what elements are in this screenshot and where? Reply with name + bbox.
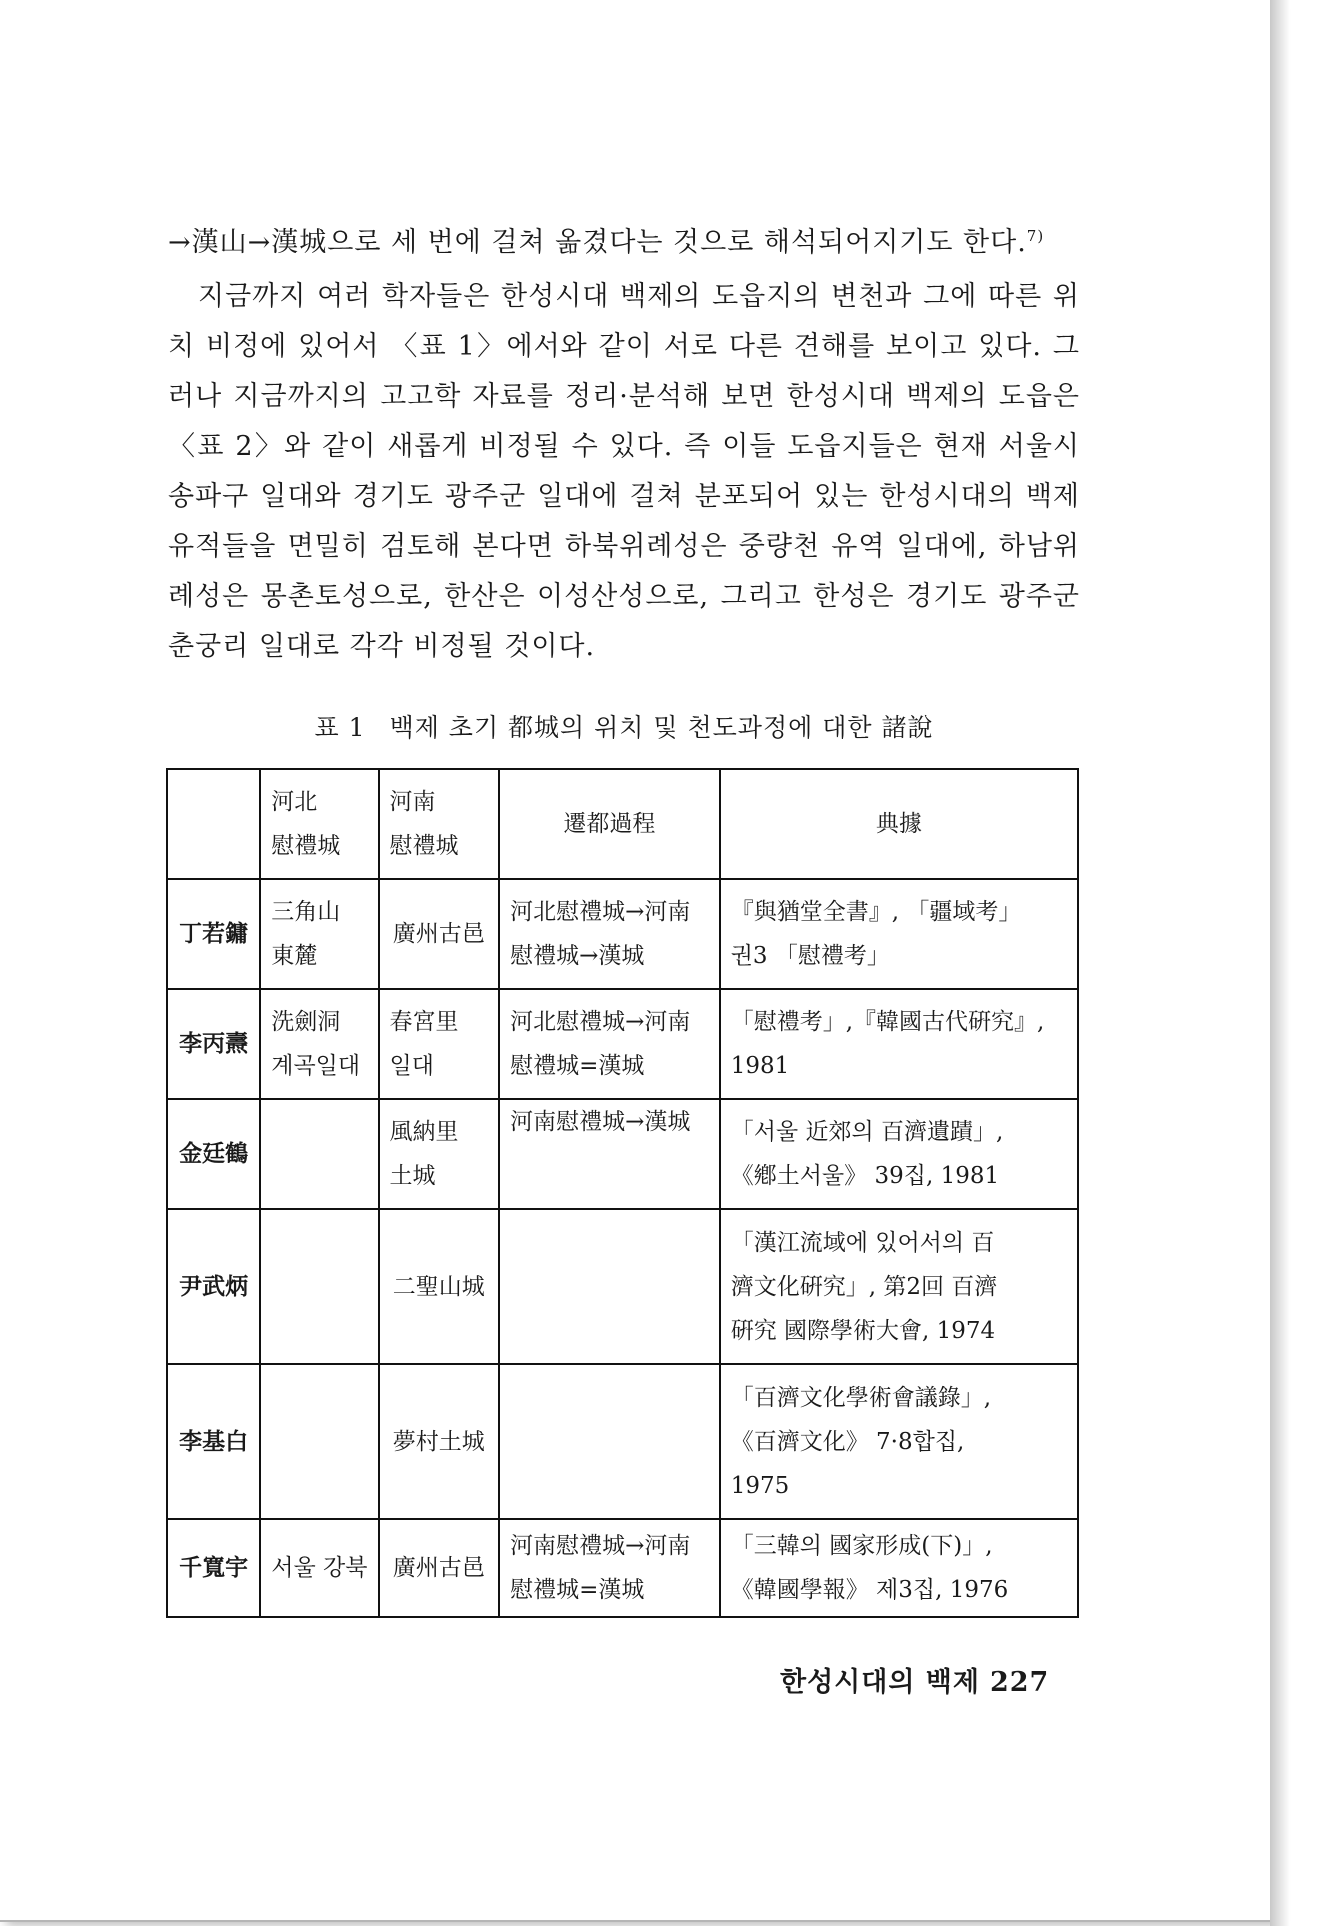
table-caption-title: 백제 초기 都城의 위치 및 천도과정에 대한 諸說	[389, 713, 934, 742]
table-row	[167, 1209, 1078, 1364]
header-cell: 河南 慰禮城	[379, 769, 500, 879]
page-edge-shadow	[1270, 0, 1290, 1926]
scholar-name-cell: 李基白	[167, 1364, 260, 1519]
table-cell: 「서울 近郊의 百濟遺蹟」, 《鄕土서울》 39집, 1981	[720, 1099, 1078, 1209]
table-row	[167, 1519, 1078, 1617]
table-cell: 風納里 土城	[379, 1099, 500, 1209]
running-title: 한성시대의 백제	[780, 1667, 980, 1698]
page-number: 227	[989, 1667, 1050, 1698]
scholar-name-cell: 金廷鶴	[167, 1099, 260, 1209]
header-cell: 遷都過程	[499, 769, 720, 879]
table-cell: 河南慰禮城→河南 慰禮城=漢城	[499, 1519, 720, 1617]
header-cell	[167, 769, 260, 879]
table-cell	[260, 1099, 378, 1209]
table-row	[167, 879, 1078, 989]
scholar-name-cell: 李丙燾	[167, 989, 260, 1099]
page-footer	[780, 1660, 1080, 1699]
body-paragraph: 지금까지 여러 학자들은 한성시대 백제의 도읍지의 변천과 그에 따른 위치 비정에 있어서 〈표 1〉에서와 같이 서로 다른 견해를 보이고 있다. 그러나 지금까지의 고고학 자료를 정리·분석해 보면 한성시대 백제의 도읍은 〈표 2〉와 같이 새롭게 비정될 수 있다. 즉 이들 도읍지들은 현재 서울시 송파구 일대와 경기도 광주군 일대에 걸쳐 분포되어 있는 한성시대의 백제 유적들을 면밀히 검토해 본다면 하북위례성은 중량천 유역 일대에, 하남위례성은 몽촌토성으로, 한산은 이성산성으로, 그리고 한성은 경기도 광주군 춘궁리 일대로 각각 비정될 것이다.	[168, 281, 1080, 662]
table-cell: 洗劍洞 계곡일대	[260, 989, 378, 1099]
table-cell: 夢村土城	[379, 1364, 500, 1519]
table-cell	[260, 1209, 378, 1364]
table-row	[167, 989, 1078, 1099]
table-cell: 河北慰禮城→河南 慰禮城=漢城	[499, 989, 720, 1099]
table-cell: 「漢江流域에 있어서의 百 濟文化硏究」, 第2回 百濟 硏究 國際學術大會, 1974	[720, 1209, 1078, 1364]
table-cell	[260, 1364, 378, 1519]
table-cell: 廣州古邑	[379, 1519, 500, 1617]
body-line-1	[168, 218, 1080, 268]
theories-table	[166, 768, 1079, 1618]
table-cell: 河北慰禮城→河南 慰禮城→漢城	[499, 879, 720, 989]
scholar-name-cell: 千寬宇	[167, 1519, 260, 1617]
table-row	[167, 1099, 1078, 1209]
table-row	[167, 1364, 1078, 1519]
header-cell: 河北 慰禮城	[260, 769, 378, 879]
table-cell: 「百濟文化學術會議錄」, 《百濟文化》 7·8합집, 1975	[720, 1364, 1078, 1519]
table-cell	[499, 1364, 720, 1519]
header-cell: 典據	[720, 769, 1078, 879]
table-cell: 二聖山城	[379, 1209, 500, 1364]
scholar-name-cell: 尹武炳	[167, 1209, 260, 1364]
table-header-row	[167, 769, 1078, 879]
table-cell: 「慰禮考」,『韓國古代硏究』, 1981	[720, 989, 1078, 1099]
table-cell: 河南慰禮城→漢城	[499, 1099, 720, 1209]
table-cell: 「三韓의 國家形成(下)」, 《韓國學報》 제3집, 1976	[720, 1519, 1078, 1617]
table-caption	[168, 708, 1080, 744]
table-cell: 『與猶堂全書』, 「疆域考」 권3 「慰禮考」	[720, 879, 1078, 989]
footnote-marker: 7)	[1026, 227, 1045, 245]
table-cell: 廣州古邑	[379, 879, 500, 989]
table-cell: 三角山 東麓	[260, 879, 378, 989]
table-cell: 서울 강북	[260, 1519, 378, 1617]
scholar-name-cell: 丁若鏞	[167, 879, 260, 989]
table-cell	[499, 1209, 720, 1364]
table-caption-number: 표 1	[314, 713, 366, 742]
body-line-1-text: →漢山→漢城으로 세 번에 걸쳐 옮겼다는 것으로 해석되어지기도 한다.	[168, 227, 1027, 258]
table-cell: 春宮里 일대	[379, 989, 500, 1099]
